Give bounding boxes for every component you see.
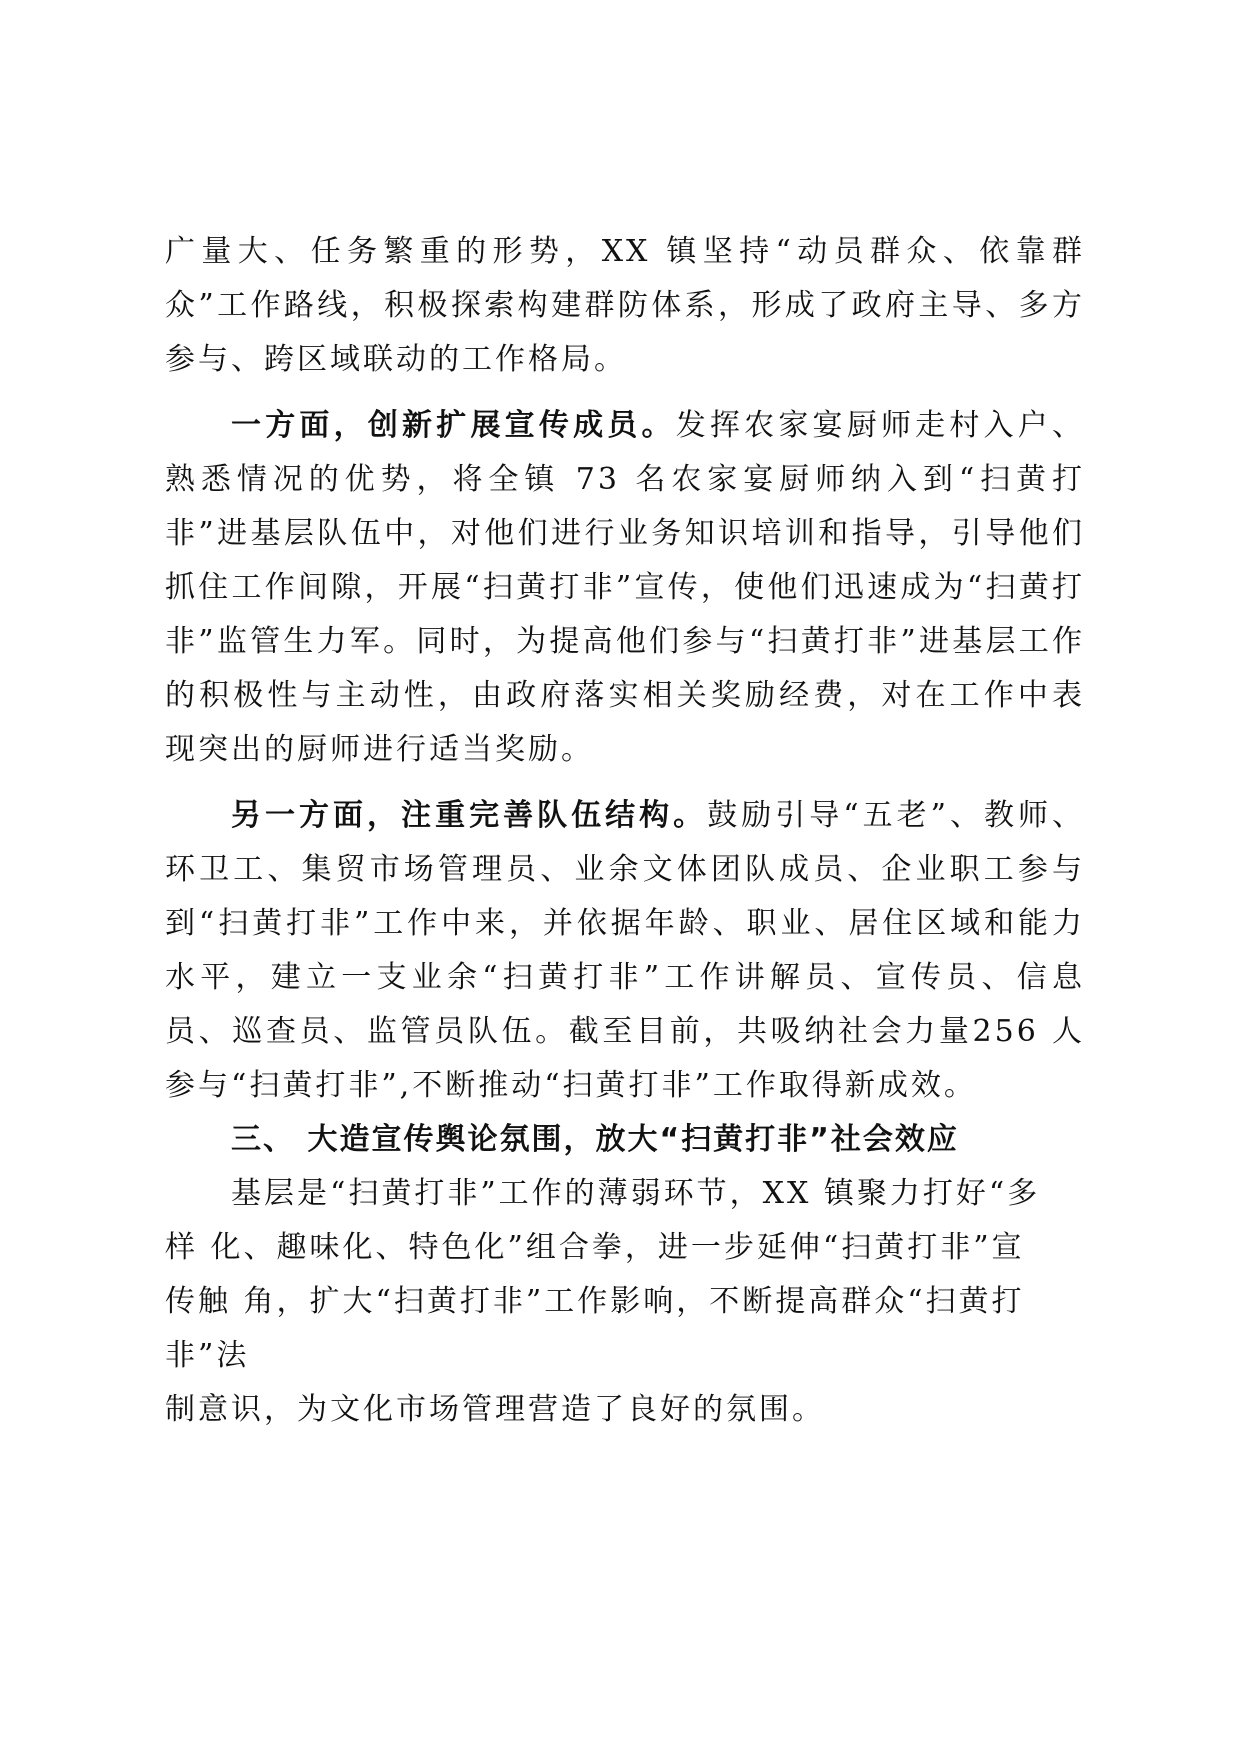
paragraph-lead-bold: 一方面，创新扩展宣传成员。 — [231, 408, 676, 443]
paragraph-gap — [165, 387, 1085, 399]
paragraph-lead-bold: 另一方面，注重完善队伍结构。 — [231, 798, 708, 833]
paragraph-line: 制意识，为文化市场管理营造了良好的氛围。 — [165, 1392, 825, 1427]
paragraph-line: 基层是“扫黄打非”工作的薄弱环节，XX 镇聚力打好“多 — [231, 1176, 1041, 1211]
paragraph-intro — [165, 225, 1085, 387]
paragraph-line: 非”法 — [165, 1338, 250, 1373]
paragraph-publicity-members — [165, 399, 1085, 777]
paragraph-text: 鼓励引导“五老”、教师、环卫工、集贸市场管理员、业余文体团队成员、企业职工参与到“扫黄打非”工作中来，并依据年龄、职业、居住区域和能力水平，建立一支业余“扫黄打非”工作讲解员、宣传员、信息员、巡查员、监管员队伍。截至目前，共吸纳社会力量256 人参与“扫黄打非”,不断推动“扫黄打非”工作取得新成效。 — [165, 798, 1085, 1103]
paragraph-final — [165, 1167, 1085, 1437]
section-heading: 三、 大造宣传舆论氛围，放大“扫黄打非”社会效应 — [231, 1122, 959, 1157]
paragraph-gap — [165, 777, 1085, 789]
paragraph-line: 传触 角，扩大“扫黄打非”工作影响，不断提高群众“扫黄打 — [165, 1284, 1025, 1319]
paragraph-text: 广量大、任务繁重的形势，XX 镇坚持“动员群众、依靠群众”工作路线，积极探索构建群防体系，形成了政府主导、多方参与、跨区域联动的工作格局。 — [165, 234, 1085, 377]
paragraph-text: 发挥农家宴厨师走村入户、熟悉情况的优势，将全镇 73 名农家宴厨师纳入到“扫黄打非”进基层队伍中，对他们进行业务知识培训和指导，引导他们抓住工作间隙，开展“扫黄打非”宣传，使他们迅速成为“扫黄打非”监管生力军。同时，为提高他们参与“扫黄打非”进基层工作的积极性与主动性，由政府落实相关奖励经费，对在工作中表现突出的厨师进行适当奖励。 — [165, 408, 1086, 767]
paragraph-team-structure — [165, 789, 1085, 1113]
document-body — [165, 225, 1085, 1437]
paragraph-line: 样 化、趣味化、特色化”组合拳，进一步延伸“扫黄打非”宣 — [165, 1230, 1025, 1265]
